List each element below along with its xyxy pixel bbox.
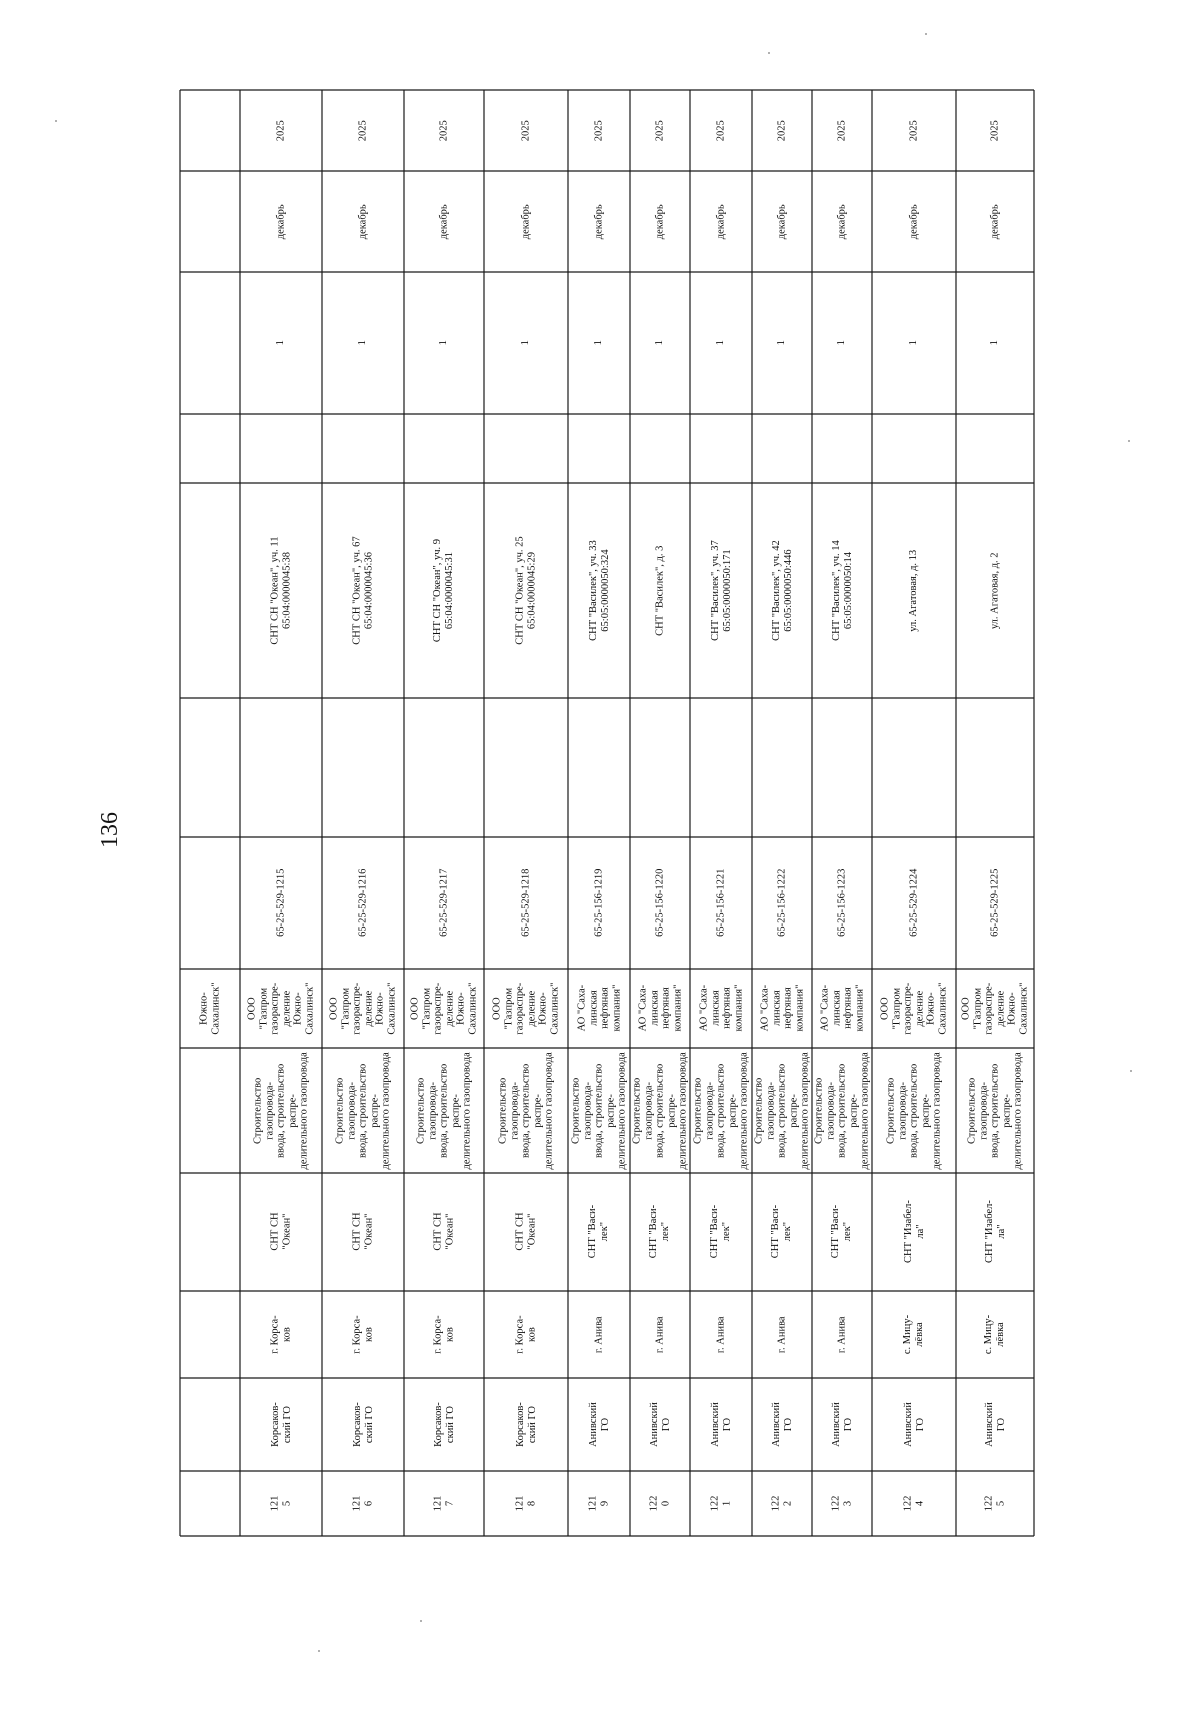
year-text: 2025: [654, 119, 666, 141]
month-text: декабрь: [776, 203, 788, 239]
owner-text: ООО "Газпром газораспре- деление Южно- Сахалинск": [491, 982, 561, 1035]
year-text: 2025: [357, 119, 369, 141]
quantity: [404, 272, 484, 414]
month: [240, 171, 322, 272]
header-cell: [180, 837, 240, 969]
district: [322, 1378, 404, 1471]
address: [872, 483, 956, 698]
settlement-text: г. Анива: [593, 1316, 605, 1353]
project-code: [752, 837, 812, 969]
address: [956, 483, 1034, 698]
month-text: декабрь: [908, 203, 920, 239]
district-text: Корсаков- ский ГО: [432, 1402, 455, 1447]
year: [240, 90, 322, 171]
year-text: 2025: [520, 119, 532, 141]
settlement-text: г. Анива: [654, 1316, 666, 1353]
address-text: СНТ "Василек", уч. 33 65:05:0000050:324: [587, 540, 610, 641]
year-text: 2025: [593, 119, 605, 141]
month: [322, 171, 404, 272]
district-text: Корсаков- ский ГО: [514, 1402, 537, 1447]
year-text: 2025: [275, 119, 287, 141]
object-name-text: СНТ "Васи- лек": [830, 1205, 853, 1259]
project-code: [322, 837, 404, 969]
work-description: [322, 1048, 404, 1173]
row-index-text: 122 1: [709, 1495, 732, 1512]
row-index-text: 121 6: [351, 1495, 374, 1512]
project-code: [690, 837, 752, 969]
year: [568, 90, 630, 171]
row-index: [568, 1471, 630, 1536]
quantity: [752, 272, 812, 414]
district: [872, 1378, 956, 1471]
work-description-text: Строительство газопровода- ввода, строительство распре- делительного газопровода: [692, 1051, 750, 1170]
district-text: Анивский ГО: [902, 1402, 925, 1447]
work-description: [240, 1048, 322, 1173]
object-name-text: СНТ "Васи- лек": [770, 1205, 793, 1259]
project-code: [630, 837, 690, 969]
empty-column: [404, 414, 484, 483]
empty-column: [872, 698, 956, 837]
owner-text: ООО "Газпром газораспре- деление Южно- Сахалинск": [328, 982, 398, 1035]
work-description: [872, 1048, 956, 1173]
year: [752, 90, 812, 171]
district: [568, 1378, 630, 1471]
year: [690, 90, 752, 171]
project-code-text: 65-25-529-1216: [357, 868, 369, 938]
address-text: СНТ "Василек", уч. 37 65:05:0000050:171: [709, 540, 732, 641]
row-index: [812, 1471, 872, 1536]
year: [872, 90, 956, 171]
owner: [568, 969, 630, 1048]
object-name-text: СНТ СН "Океан": [432, 1212, 455, 1252]
owner: [956, 969, 1034, 1048]
quantity-text: 1: [275, 340, 287, 346]
owner: [690, 969, 752, 1048]
empty-column: [240, 414, 322, 483]
work-description: [484, 1048, 568, 1173]
header-cell: [180, 171, 240, 272]
year-text: 2025: [715, 119, 727, 141]
settlement: [322, 1291, 404, 1378]
header-cell: [180, 1291, 240, 1378]
header-cell: [180, 1471, 240, 1536]
object-name: [812, 1173, 872, 1291]
header-cell: [180, 414, 240, 483]
row-index-text: 122 3: [830, 1495, 853, 1512]
year: [322, 90, 404, 171]
address-text: СНТ "Василек", д. 3: [654, 545, 666, 636]
header-cell: [180, 483, 240, 698]
address: [812, 483, 872, 698]
address: [322, 483, 404, 698]
owner-text: ООО "Газпром газораспре- деление Южно- Сахалинск": [960, 982, 1030, 1035]
month: [752, 171, 812, 272]
owner: [240, 969, 322, 1048]
empty-column: [690, 698, 752, 837]
project-code: [404, 837, 484, 969]
work-description: [630, 1048, 690, 1173]
row-index: [322, 1471, 404, 1536]
project-code-text: 65-25-156-1220: [654, 868, 666, 938]
district-text: Корсаков- ский ГО: [351, 1402, 374, 1447]
year: [404, 90, 484, 171]
month: [812, 171, 872, 272]
year-text: 2025: [836, 119, 848, 141]
object-name-text: СНТ СН "Океан": [269, 1212, 292, 1252]
header-cell: [180, 1173, 240, 1291]
owner-text: ООО "Газпром газораспре- деление Южно- Сахалинск": [246, 982, 316, 1035]
owner: [322, 969, 404, 1048]
quantity: [690, 272, 752, 414]
quantity: [484, 272, 568, 414]
settlement: [404, 1291, 484, 1378]
work-description-text: Строительство газопровода- ввода, строительство распре- делительного газопровода: [415, 1051, 473, 1170]
month-text: декабрь: [275, 203, 287, 239]
district: [404, 1378, 484, 1471]
row-index: [484, 1471, 568, 1536]
address: [484, 483, 568, 698]
row-index-text: 121 9: [587, 1495, 610, 1512]
address: [568, 483, 630, 698]
object-name: [752, 1173, 812, 1291]
empty-column: [690, 414, 752, 483]
object-name: [956, 1173, 1034, 1291]
empty-column: [568, 414, 630, 483]
year-text: 2025: [908, 119, 920, 141]
quantity: [872, 272, 956, 414]
year: [812, 90, 872, 171]
project-code-text: 65-25-529-1217: [438, 868, 450, 938]
month: [568, 171, 630, 272]
project-code: [568, 837, 630, 969]
year-text: 2025: [438, 119, 450, 141]
quantity: [240, 272, 322, 414]
year: [630, 90, 690, 171]
header-owner-cell: [180, 969, 240, 1048]
year-text: 2025: [776, 119, 788, 141]
quantity-text: 1: [989, 340, 1001, 346]
settlement-text: г. Анива: [715, 1316, 727, 1353]
empty-column: [484, 698, 568, 837]
quantity: [322, 272, 404, 414]
row-index-text: 121 5: [269, 1495, 292, 1512]
row-index: [404, 1471, 484, 1536]
owner-text: ООО "Газпром газораспре- деление Южно- Сахалинск": [409, 982, 479, 1035]
work-description: [404, 1048, 484, 1173]
work-description-text: Строительство газопровода- ввода, строительство распре- делительного газопровода: [570, 1051, 628, 1170]
row-index: [872, 1471, 956, 1536]
row-index-text: 122 2: [770, 1495, 793, 1512]
project-code-text: 65-25-156-1221: [715, 868, 727, 938]
district-text: Анивский ГО: [830, 1402, 853, 1447]
empty-column: [812, 698, 872, 837]
district-text: Анивский ГО: [770, 1402, 793, 1447]
page-number: 136: [97, 812, 123, 848]
quantity-text: 1: [438, 340, 450, 346]
month: [956, 171, 1034, 272]
project-code-text: 65-25-529-1215: [275, 868, 287, 938]
row-index-text: 122 4: [902, 1495, 925, 1512]
object-name: [568, 1173, 630, 1291]
address-text: СНТ "Василек", уч. 14 65:05:0000050:14: [830, 540, 853, 641]
row-index: [690, 1471, 752, 1536]
project-code-text: 65-25-156-1222: [776, 868, 788, 938]
owner-text: АО "Саха- линская нефтяная компания": [575, 985, 622, 1032]
settlement-text: г. Корса- ков: [351, 1315, 374, 1354]
owner: [812, 969, 872, 1048]
district: [630, 1378, 690, 1471]
address-text: СНТ "Василек", уч. 42 65:05:0000050:446: [770, 540, 793, 641]
work-description-text: Строительство газопровода- ввода, строительство распре- делительного газопровода: [966, 1051, 1024, 1170]
settlement: [240, 1291, 322, 1378]
header-cell: [180, 90, 240, 171]
project-code: [956, 837, 1034, 969]
address-text: ул. Агатовая, д. 13: [908, 549, 920, 632]
object-name-text: СНТ СН "Океан": [351, 1212, 374, 1252]
object-name: [240, 1173, 322, 1291]
project-code-text: 65-25-156-1219: [593, 868, 605, 938]
district: [484, 1378, 568, 1471]
month-text: декабрь: [715, 203, 727, 239]
settlement: [956, 1291, 1034, 1378]
work-description-text: Строительство газопровода- ввода, строительство распре- делительного газопровода: [497, 1051, 555, 1170]
month-text: декабрь: [989, 203, 1001, 239]
object-name: [630, 1173, 690, 1291]
month-text: декабрь: [520, 203, 532, 239]
month-text: декабрь: [593, 203, 605, 239]
empty-column: [752, 698, 812, 837]
header-cell: [180, 272, 240, 414]
empty-column: [322, 414, 404, 483]
address: [240, 483, 322, 698]
settlement-text: г. Анива: [776, 1316, 788, 1353]
settlement-text: г. Корса- ков: [269, 1315, 292, 1354]
district: [956, 1378, 1034, 1471]
month-text: декабрь: [836, 203, 848, 239]
settlement-text: г. Анива: [836, 1316, 848, 1353]
owner-text: АО "Саха- линская нефтяная компания": [697, 985, 744, 1032]
year: [956, 90, 1034, 171]
object-name-text: СНТ "Васи- лек": [709, 1205, 732, 1259]
empty-column: [812, 414, 872, 483]
district-text: Анивский ГО: [709, 1402, 732, 1447]
address: [752, 483, 812, 698]
project-code: [240, 837, 322, 969]
district: [240, 1378, 322, 1471]
address: [630, 483, 690, 698]
row-index: [752, 1471, 812, 1536]
address: [690, 483, 752, 698]
work-description-text: Строительство газопровода- ввода, строительство распре- делительного газопровода: [631, 1051, 689, 1170]
owner: [752, 969, 812, 1048]
project-code-text: 65-25-529-1225: [989, 868, 1001, 938]
settlement: [568, 1291, 630, 1378]
object-name: [404, 1173, 484, 1291]
quantity-text: 1: [715, 340, 727, 346]
settlement: [630, 1291, 690, 1378]
work-description: [752, 1048, 812, 1173]
owner: [630, 969, 690, 1048]
settlement-text: г. Корса- ков: [514, 1315, 537, 1354]
row-index-text: 122 0: [648, 1495, 671, 1512]
owner-text: АО "Саха- линская нефтяная компания": [758, 985, 805, 1032]
empty-column: [752, 414, 812, 483]
district: [752, 1378, 812, 1471]
owner-text: АО "Саха- линская нефтяная компания": [818, 985, 865, 1032]
owner-text: АО "Саха- линская нефтяная компания": [636, 985, 683, 1032]
settlement: [484, 1291, 568, 1378]
work-description: [812, 1048, 872, 1173]
work-description-text: Строительство газопровода- ввода, строительство распре- делительного газопровода: [813, 1051, 871, 1170]
object-name-text: СНТ СН "Океан": [514, 1212, 537, 1252]
object-name: [322, 1173, 404, 1291]
settlement-text: с. Мицу- лёвка: [902, 1314, 925, 1355]
header-owner-cell-text: Южно- Сахалинск": [198, 982, 221, 1035]
owner-text: ООО "Газпром газораспре- деление Южно- Сахалинск": [879, 982, 949, 1035]
header-cell: [180, 698, 240, 837]
quantity: [568, 272, 630, 414]
district: [690, 1378, 752, 1471]
owner: [872, 969, 956, 1048]
empty-column: [872, 414, 956, 483]
object-name: [690, 1173, 752, 1291]
quantity-text: 1: [593, 340, 605, 346]
quantity-text: 1: [776, 340, 788, 346]
object-name: [872, 1173, 956, 1291]
quantity-text: 1: [908, 340, 920, 346]
quantity-text: 1: [654, 340, 666, 346]
object-name-text: СНТ "Изабел- ла": [902, 1200, 925, 1264]
quantity: [956, 272, 1034, 414]
address-text: СНТ СН "Океан", уч. 25 65:04:0000045:29: [514, 536, 537, 645]
object-name-text: СНТ "Васи- лек": [648, 1205, 671, 1259]
empty-column: [240, 698, 322, 837]
row-index-text: 121 7: [432, 1495, 455, 1512]
year-text: 2025: [989, 119, 1001, 141]
settlement-text: с. Мицу- лёвка: [983, 1314, 1006, 1355]
empty-column: [630, 414, 690, 483]
month-text: декабрь: [357, 203, 369, 239]
work-description: [568, 1048, 630, 1173]
project-code-text: 65-25-529-1218: [520, 868, 532, 938]
quantity-text: 1: [520, 340, 532, 346]
month: [484, 171, 568, 272]
empty-column: [630, 698, 690, 837]
owner: [484, 969, 568, 1048]
district: [812, 1378, 872, 1471]
header-cell: [180, 1378, 240, 1471]
district-text: Корсаков- ский ГО: [269, 1402, 292, 1447]
work-description-text: Строительство газопровода- ввода, строительство распре- делительного газопровода: [334, 1051, 392, 1170]
object-name: [484, 1173, 568, 1291]
address-text: СНТ СН "Океан", уч. 11 65:04:0000045:38: [269, 536, 293, 645]
project-code: [872, 837, 956, 969]
work-description-text: Строительство газопровода- ввода, строительство распре- делительного газопровода: [252, 1051, 310, 1170]
work-description: [690, 1048, 752, 1173]
empty-column: [956, 698, 1034, 837]
month: [404, 171, 484, 272]
work-description: [956, 1048, 1034, 1173]
address: [404, 483, 484, 698]
object-name-text: СНТ "Изабел- ла": [983, 1200, 1006, 1264]
row-index-text: 122 5: [983, 1495, 1006, 1512]
settlement: [872, 1291, 956, 1378]
year: [484, 90, 568, 171]
address-text: СНТ СН "Океан", уч. 67 65:04:0000045:36: [351, 536, 374, 645]
month-text: декабрь: [438, 203, 450, 239]
month: [630, 171, 690, 272]
month-text: декабрь: [654, 203, 666, 239]
settlement: [752, 1291, 812, 1378]
object-name-text: СНТ "Васи- лек": [587, 1205, 610, 1259]
district-text: Анивский ГО: [587, 1402, 610, 1447]
empty-column: [322, 698, 404, 837]
empty-column: [404, 698, 484, 837]
empty-column: [956, 414, 1034, 483]
header-cell: [180, 1048, 240, 1173]
work-description-text: Строительство газопровода- ввода, строительство распре- делительного газопровода: [753, 1051, 811, 1170]
settlement: [812, 1291, 872, 1378]
empty-column: [568, 698, 630, 837]
project-code-text: 65-25-156-1223: [836, 868, 848, 938]
district-text: Анивский ГО: [983, 1402, 1006, 1447]
project-code: [812, 837, 872, 969]
row-index: [956, 1471, 1034, 1536]
quantity: [812, 272, 872, 414]
quantity-text: 1: [836, 340, 848, 346]
row-index: [240, 1471, 322, 1536]
quantity-text: 1: [357, 340, 369, 346]
work-description-text: Строительство газопровода- ввода, строительство распре- делительного газопровода: [885, 1051, 943, 1170]
settlement: [690, 1291, 752, 1378]
settlement-text: г. Корса- ков: [432, 1315, 455, 1354]
address-text: ул. Агатовая, д. 2: [989, 552, 1001, 629]
district-text: Анивский ГО: [648, 1402, 671, 1447]
project-code-text: 65-25-529-1224: [908, 868, 920, 938]
owner: [404, 969, 484, 1048]
empty-column: [484, 414, 568, 483]
quantity: [630, 272, 690, 414]
address-text: СНТ СН "Океан", уч. 9 65:04:0000045:31: [432, 538, 455, 643]
project-code: [484, 837, 568, 969]
row-index: [630, 1471, 690, 1536]
row-index-text: 121 8: [514, 1495, 537, 1512]
month: [690, 171, 752, 272]
month: [872, 171, 956, 272]
